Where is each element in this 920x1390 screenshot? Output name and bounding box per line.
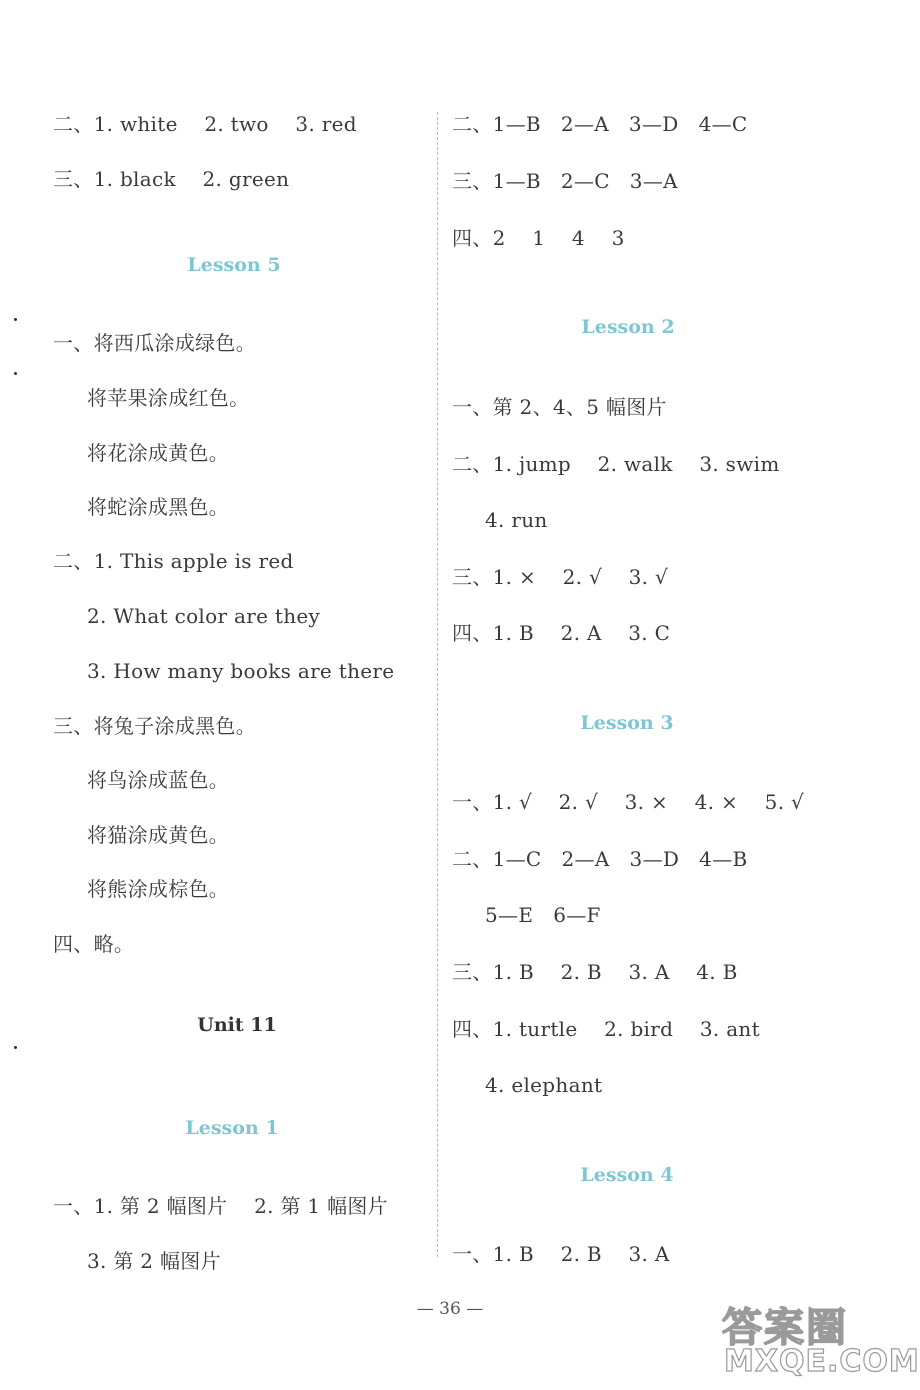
answer-line: 三、1—B 2—C 3—A — [452, 169, 678, 193]
lesson-heading: Lesson 1 — [185, 1117, 279, 1139]
answer-line: 将猫涂成黄色。 — [87, 823, 230, 847]
answer-line: 一、将西瓜涂成绿色。 — [53, 331, 256, 355]
answer-line: 三、1. black 2. green — [53, 167, 290, 191]
margin-dot — [14, 1046, 17, 1049]
margin-dot — [14, 372, 17, 375]
watermark-url: MXQE.COM — [724, 1344, 920, 1379]
answer-line: 二、1—B 2—A 3—D 4—C — [452, 112, 748, 136]
answer-line: 二、1. white 2. two 3. red — [53, 112, 357, 136]
watermark-text: 答案圈 — [722, 1305, 848, 1351]
answer-line: 3. How many books are there — [87, 659, 395, 683]
lesson-heading: Lesson 2 — [581, 316, 675, 338]
answer-line: 三、1. B 2. B 3. A 4. B — [452, 960, 738, 984]
lesson-heading: Lesson 4 — [580, 1164, 674, 1186]
answer-line: 4. run — [485, 508, 548, 532]
lesson-heading: Lesson 5 — [187, 254, 281, 276]
answer-line: 一、1. √ 2. √ 3. × 4. × 5. √ — [452, 790, 805, 814]
answer-line: 5—E 6—F — [485, 903, 601, 927]
answer-line: 二、1—C 2—A 3—D 4—B — [452, 847, 748, 871]
column-divider — [437, 112, 438, 1257]
answer-line: 将蛇涂成黑色。 — [87, 495, 230, 519]
answer-line: 二、1. This apple is red — [53, 549, 294, 573]
answer-line: 一、第 2、4、5 幅图片 — [452, 395, 667, 419]
answer-line: 将苹果涂成红色。 — [87, 386, 250, 410]
margin-dot — [14, 318, 17, 321]
answer-line: 四、略。 — [53, 932, 135, 956]
unit-heading: Unit 11 — [197, 1014, 277, 1036]
page-number: — 36 — — [416, 1299, 484, 1319]
answer-line: 4. elephant — [485, 1073, 603, 1097]
lesson-heading: Lesson 3 — [580, 712, 674, 734]
watermark-logo — [722, 1296, 920, 1384]
answer-line: 三、1. × 2. √ 3. √ — [452, 565, 669, 589]
answer-line: 2. What color are they — [87, 604, 321, 628]
answer-line: 四、2 1 4 3 — [452, 226, 625, 250]
answer-line: 将熊涂成棕色。 — [87, 877, 230, 901]
answer-line: 将鸟涂成蓝色。 — [87, 768, 230, 792]
answer-line: 一、1. B 2. B 3. A — [452, 1242, 670, 1266]
answer-line: 四、1. B 2. A 3. C — [452, 621, 671, 645]
answer-line: 四、1. turtle 2. bird 3. ant — [452, 1017, 760, 1041]
answer-line: 一、1. 第 2 幅图片 2. 第 1 幅图片 — [53, 1194, 388, 1218]
answer-line: 二、1. jump 2. walk 3. swim — [452, 452, 780, 476]
answer-line: 三、将兔子涂成黑色。 — [53, 714, 256, 738]
answer-line: 3. 第 2 幅图片 — [87, 1249, 221, 1273]
answer-line: 将花涂成黄色。 — [87, 441, 230, 465]
